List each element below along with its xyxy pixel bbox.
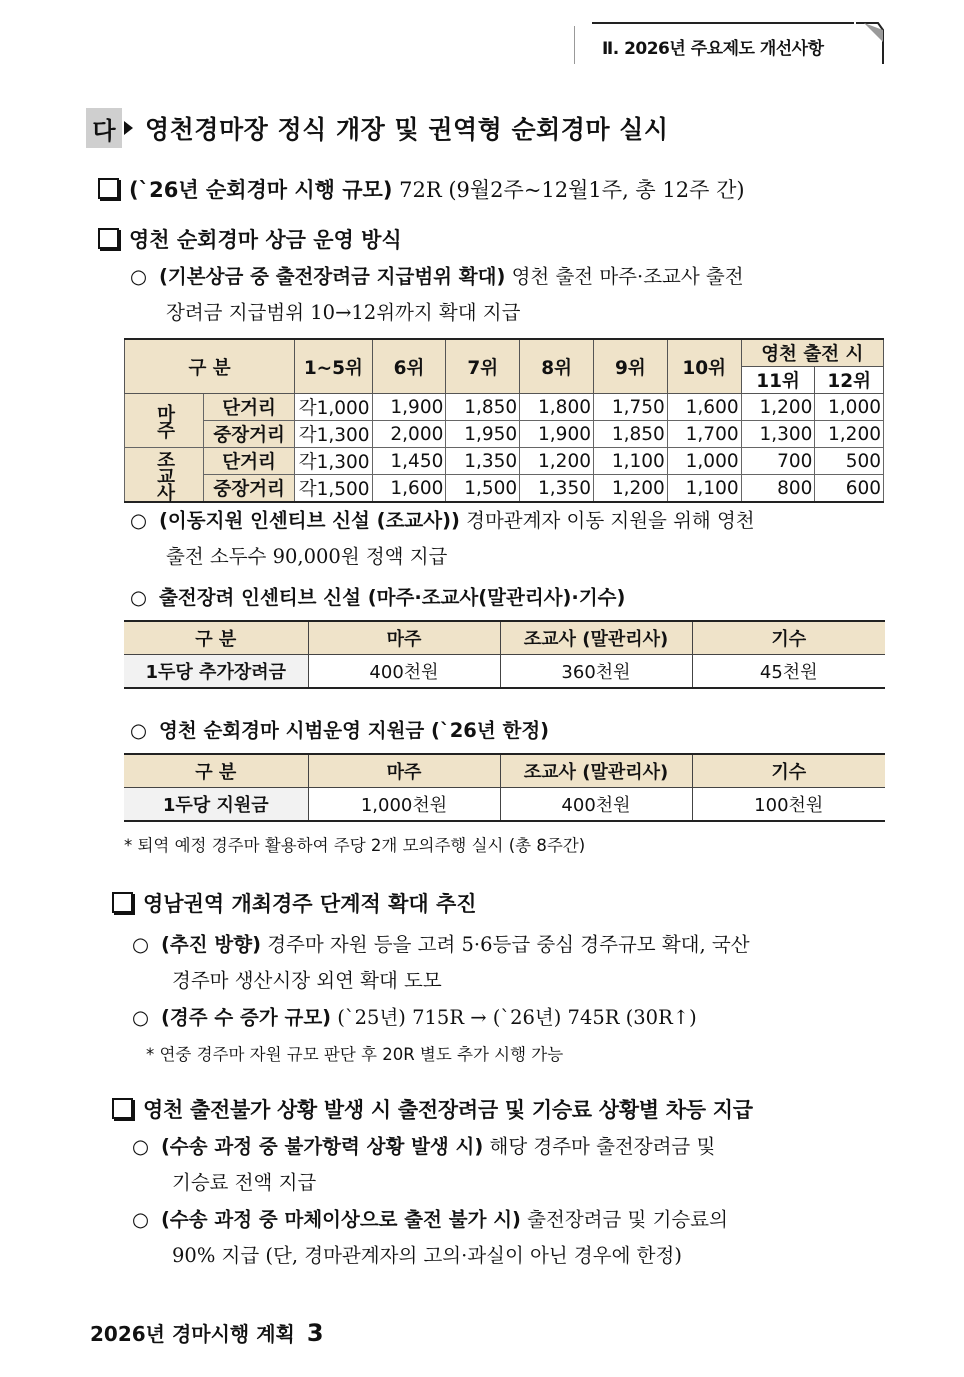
circle-bullet-icon: ○: [130, 265, 148, 288]
circle-bullet-icon: ○: [130, 509, 148, 532]
table-header-col: 조교사 (말관리사): [500, 754, 692, 788]
support-table: [124, 753, 885, 822]
sub-race-increase: ○ (경주 수 증가 규모) (`25년) 715R → (`26년) 745R (30R↑): [132, 1006, 697, 1029]
table-row: 1두당 지원금 1,000천원 400천원 100천원: [124, 788, 885, 822]
table-header-col: 7위: [446, 339, 520, 394]
table-row: 중장거리 각1,300 2,000 1,950 1,900 1,850 1,700 1,300 1,200: [125, 421, 884, 448]
table-header-col: 구 분: [124, 754, 308, 788]
circle-bullet-icon: ○: [132, 1208, 150, 1231]
note-additional-races: * 연중 경주마 자원 규모 판단 후 20R 별도 추가 시행 가능: [146, 1045, 564, 1064]
sub-move-incentive: ○ (이동지원 인센티브 신설 (조교사)) 경마관계자 이동 지원을 위해 영천: [130, 509, 755, 532]
prize-table: [124, 338, 884, 503]
row-group-trainer: 조교사: [125, 448, 204, 503]
sub-force-majeure: ○ (수송 과정 중 불가항력 상황 발생 시) 해당 경주마 출전장려금 및: [132, 1135, 716, 1158]
checkbox-square-icon: [98, 228, 119, 249]
arrow-right-icon: [124, 121, 133, 135]
circle-bullet-icon: ○: [130, 586, 148, 609]
sub-basic-prize-cont: 장려금 지급범위 10→12위까지 확대 지급: [166, 301, 521, 324]
sub-entry-incentive: ○ 출전장려 인센티브 신설 (마주·조교사(말관리사)·기수): [130, 586, 626, 609]
note-trial-run: * 퇴역 예정 경주마 활용하여 주당 2개 모의주행 실시 (총 8주간): [124, 836, 586, 855]
table-header-col: 11위: [741, 367, 815, 394]
checkbox-square-icon: [98, 178, 119, 199]
circle-bullet-icon: ○: [132, 1135, 150, 1158]
sub-horse-condition: ○ (수송 과정 중 마체이상으로 출전 불가 시) 출전장려금 및 기승료의: [132, 1208, 728, 1231]
section-badge: 다: [86, 108, 122, 148]
footer-title: 2026년 경마시행 계획: [90, 1322, 295, 1346]
checkbox-square-icon: [112, 1098, 133, 1119]
item-scale: (`26년 순회경마 시행 규모) 72R (9월2주~12월1주, 총 12주 간): [98, 174, 745, 204]
header-text: Ⅱ. 2026년 주요제도 개선사항: [602, 39, 824, 59]
item-prize-method: 영천 순회경마 상금 운영 방식: [98, 224, 402, 254]
table-header-col: 마주: [308, 754, 500, 788]
sub-force-majeure-cont: 기승료 전액 지급: [172, 1171, 317, 1194]
table-row: 1두당 추가장려금 400천원 360천원 45천원: [124, 655, 885, 689]
table-header-category: 구 분: [125, 339, 295, 394]
table-row: 마주 단거리 각1,000 1,900 1,850 1,800 1,750 1,600 1,200 1,000: [125, 394, 884, 421]
sub-move-incentive-cont: 출전 소두수 90,000원 정액 지급: [166, 545, 448, 568]
table-header-col: 조교사 (말관리사): [500, 621, 692, 655]
circle-bullet-icon: ○: [132, 933, 150, 956]
table-header-col: 1~5위: [295, 339, 372, 394]
table-header-col: 기수: [692, 754, 885, 788]
header-divider: [574, 26, 575, 64]
table-row: 조교사 단거리 각1,300 1,450 1,350 1,200 1,100 1,000 700 500: [125, 448, 884, 475]
item-differential-pay: 영천 출전불가 상황 발생 시 출전장려금 및 기승료 상황별 차등 지급: [112, 1094, 753, 1124]
circle-bullet-icon: ○: [130, 719, 148, 742]
checkbox-square-icon: [112, 892, 133, 913]
page-footer: [90, 1318, 324, 1347]
circle-bullet-icon: ○: [132, 1006, 150, 1029]
sub-basic-prize: ○ (기본상금 중 출전장려금 지급범위 확대) 영천 출전 마주·조교사 출전: [130, 265, 744, 288]
section-heading: 영천경마장 정식 개장 및 권역형 순회경마 실시: [145, 115, 669, 144]
table-header-group: 영천 출전 시: [741, 339, 883, 367]
page-corner-icon: [856, 22, 884, 64]
sub-trial-support: ○ 영천 순회경마 시범운영 지원금 (`26년 한정): [130, 719, 550, 742]
table-header-col: 구 분: [124, 621, 308, 655]
table-header-col: 8위: [520, 339, 594, 394]
item-yeongnam: 영남권역 개최경주 단계적 확대 추진: [112, 888, 477, 918]
sub-horse-condition-cont: 90% 지급 (단, 경마관계자의 고의·과실이 아닌 경우에 한정): [172, 1244, 682, 1267]
table-header-col: 마주: [308, 621, 500, 655]
row-group-owner: 마주: [125, 394, 204, 448]
sub-direction: ○ (추진 방향) 경주마 자원 등을 고려 5·6등급 중심 경주규모 확대, 국산: [132, 933, 750, 956]
table-header-col: 기수: [692, 621, 885, 655]
sub-direction-cont: 경주마 생산시장 외연 확대 도모: [172, 969, 442, 992]
table-header-col: 10위: [667, 339, 741, 394]
running-header: [574, 22, 884, 64]
table-header-col: 12위: [815, 367, 884, 394]
table-row: 중장거리 각1,500 1,600 1,500 1,350 1,200 1,100 800 600: [125, 475, 884, 503]
header-rule: [592, 22, 854, 24]
section-title: [86, 108, 669, 148]
page-number: 3: [306, 1319, 324, 1347]
table-header-col: 6위: [372, 339, 446, 394]
table-header-col: 9위: [594, 339, 668, 394]
incentive-table: [124, 620, 885, 689]
